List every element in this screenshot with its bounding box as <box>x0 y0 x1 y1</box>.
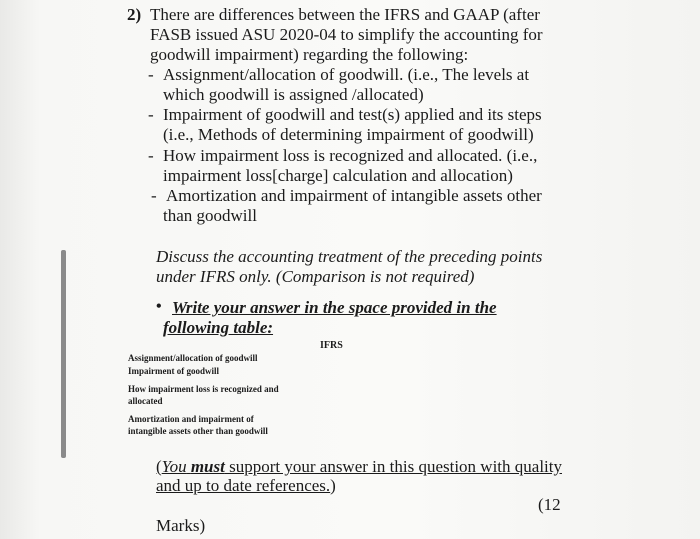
marks-label: Marks) <box>156 516 206 535</box>
support-note-line-2: and up to date references.) <box>156 476 336 495</box>
table-row: allocated <box>128 396 163 406</box>
bullet-dash: - <box>151 186 157 205</box>
marks-value: (12 <box>538 495 561 514</box>
support-note-line-1: (You must support your answer in this question with quality <box>156 457 562 476</box>
table-row: How impairment loss is recognized and <box>128 384 279 394</box>
margin-bar <box>61 250 66 458</box>
bullet-2-line-1: Impairment of goodwill and test(s) applied and its steps <box>163 105 542 124</box>
bullet-dash: - <box>148 65 154 84</box>
instruction-line-1: Write your answer in the space provided in the <box>172 298 497 317</box>
bullet-1-line-2: which goodwill is assigned /allocated) <box>163 85 424 104</box>
bullet-3-line-2: impairment loss[charge] calculation and allocation) <box>163 166 513 185</box>
discuss-line-2: under IFRS only. (Comparison is not required) <box>156 267 475 286</box>
table-row: Impairment of goodwill <box>128 366 219 376</box>
bullet-1-line-1: Assignment/allocation of goodwill. (i.e., The levels at <box>163 65 530 84</box>
instruction-line-2: following table: <box>163 318 274 337</box>
intro-line-1: There are differences between the IFRS and GAAP (after <box>150 5 540 24</box>
intro-line-3: goodwill impairment) regarding the following: <box>150 45 469 64</box>
instruction-bullet: • <box>156 298 162 315</box>
bullet-dash: - <box>148 146 154 165</box>
table-row: intangible assets other than goodwill <box>128 426 268 436</box>
discuss-line-1: Discuss the accounting treatment of the preceding points <box>156 247 543 266</box>
table-row: Assignment/allocation of goodwill <box>128 353 258 363</box>
bullet-4-line-2: than goodwill <box>163 206 257 225</box>
table-row: Amortization and impairment of <box>128 414 254 424</box>
bullet-dash: - <box>148 105 154 124</box>
question-number: 2) <box>127 5 142 24</box>
bullet-4-line-1: Amortization and impairment of intangible assets other <box>166 186 542 205</box>
bullet-3-line-1: How impairment loss is recognized and allocated. (i.e., <box>163 146 538 165</box>
table-header-ifrs: IFRS <box>320 340 343 351</box>
intro-line-2: FASB issued ASU 2020-04 to simplify the accounting for <box>150 25 543 44</box>
bullet-2-line-2: (i.e., Methods of determining impairment of goodwill) <box>163 125 534 144</box>
